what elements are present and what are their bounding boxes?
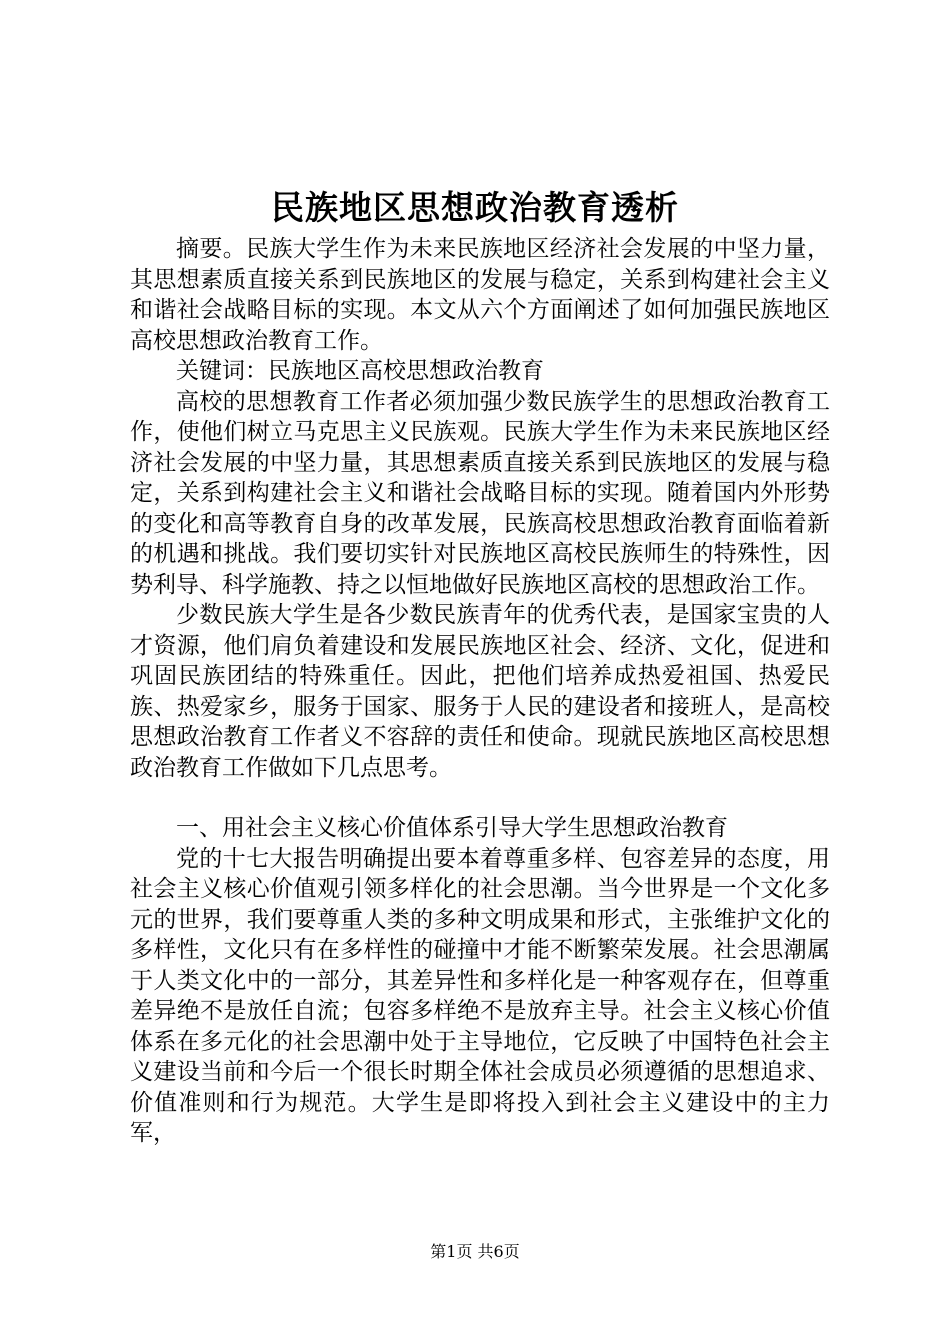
document-title: 民族地区思想政治教育透析	[271, 188, 679, 227]
section-heading: 一、用社会主义核心价值体系引导大学生思想政治教育	[176, 815, 728, 841]
body-paragraph: 少数民族大学生是各少数民族青年的优秀代表，是国家宝贵的人才资源，他们肩负着建设和发展民族地区社会、经济、文化，促进和巩固民族团结的特殊重任。因此，把他们培养成热爱祖国、热爱民族、热爱家乡，服务于国家、服务于人民的建设者和接班人，是高校思想政治教育工作者义不容辞的责任和使命。现就民族地区高校思想政治教育工作做如下几点思考。	[130, 602, 830, 781]
keywords-paragraph: 关键词：民族地区高校思想政治教育	[176, 358, 544, 384]
abstract-paragraph: 摘要。民族大学生作为未来民族地区经济社会发展的中坚力量，其思想素质直接关系到民族地区的发展与稳定，关系到构建社会主义和谐社会战略目标的实现。本文从六个方面阐述了如何加强民族地区高校思想政治教育工作。	[130, 236, 830, 354]
body-paragraph: 党的十七大报告明确提出要本着尊重多样、包容差异的态度，用社会主义核心价值观引领多样化的社会思潮。当今世界是一个文化多元的世界，我们要尊重人类的多种文明成果和形式，主张维护文化的多样性，文化只有在多样性的碰撞中才能不断繁荣发展。社会思潮属于人类文化中的一部分，其差异性和多样化是一种客观存在，但尊重差异绝不是放任自流；包容多样绝不是放弃主导。社会主义核心价值体系在多元化的社会思潮中处于主导地位，它反映了中国特色社会主义建设当前和今后一个很长时期全体社会成员必须遵循的思想追求、价值准则和行为规范。大学生是即将投入到社会主义建设中的主力军，	[130, 845, 830, 1146]
document-body	[130, 234, 830, 1149]
page-footer: 第1页 共6页	[430, 1242, 520, 1261]
body-paragraph: 高校的思想教育工作者必须加强少数民族学生的思想政治教育工作，使他们树立马克思主义民族观。民族大学生作为未来民族地区经济社会发展的中坚力量，其思想素质直接关系到民族地区的发展与稳定，关系到构建社会主义和谐社会战略目标的实现。随着国内外形势的变化和高等教育自身的改革发展，民族高校思想政治教育面临着新的机遇和挑战。我们要切实针对民族地区高校民族师生的特殊性，因势利导、科学施教、持之以恒地做好民族地区高校的思想政治工作。	[130, 388, 830, 598]
